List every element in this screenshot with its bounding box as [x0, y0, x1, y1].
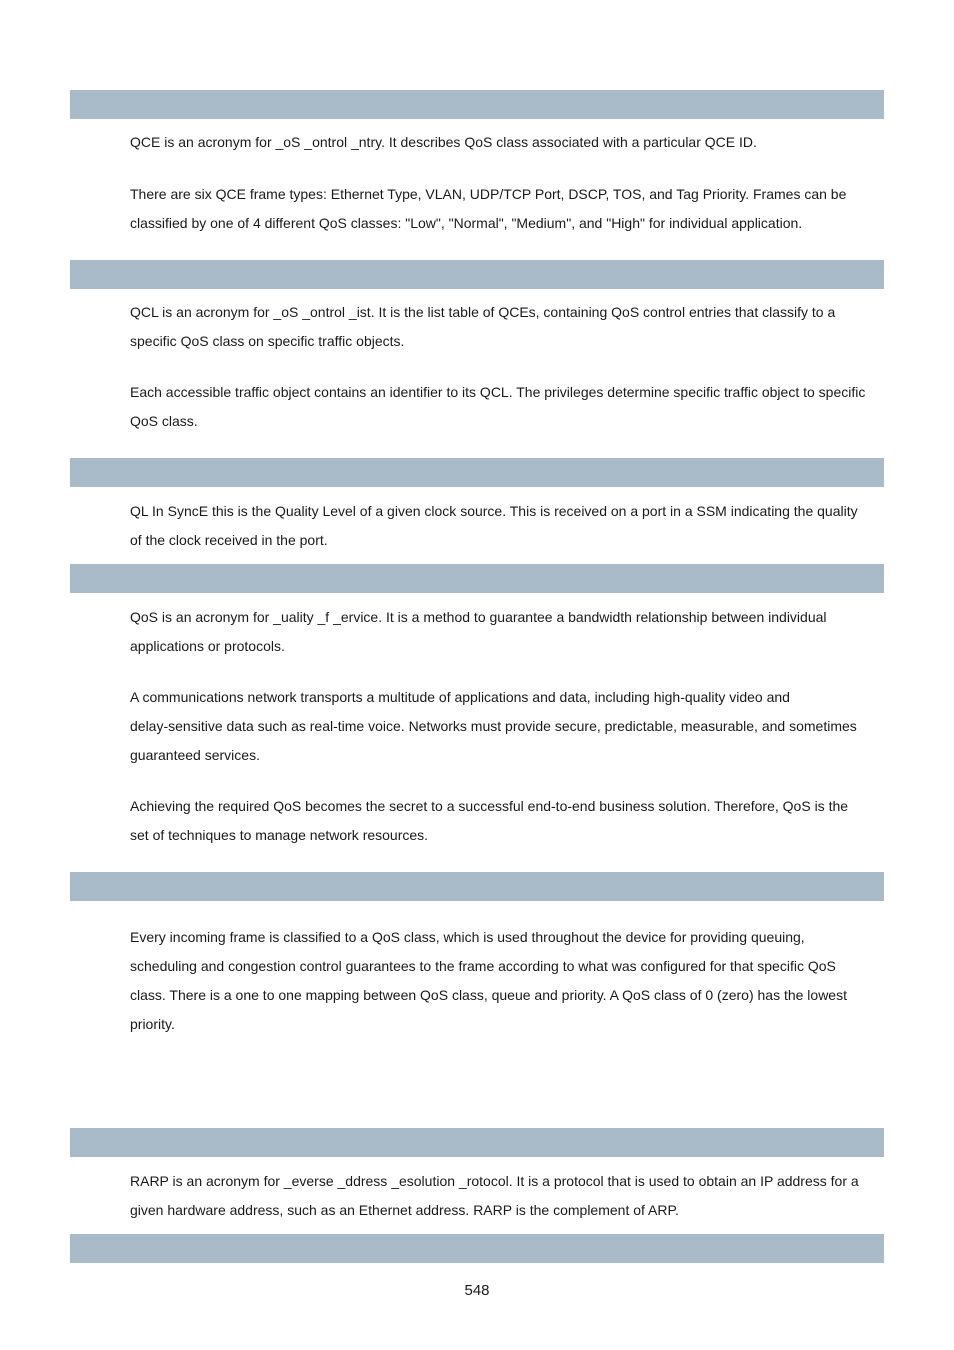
- page-number: 548: [464, 1282, 490, 1299]
- section-bar-qos: [70, 564, 884, 593]
- qos-class-definition: Every incoming frame is classified to a QoS class, which is used throughout the device for providing queuing, scheduling and congestion control guarantees to the frame according to what was configured for that specific QoS class. There is a one to one mapping between QoS class, queue and priority. A QoS class of 0 (zero) has the lowest priority.: [130, 929, 847, 1032]
- section-bar-qcl: [70, 260, 884, 289]
- section-bar-qce: [70, 90, 884, 119]
- section-bar-qos-class: [70, 872, 884, 901]
- rarp-definition: RARP is an acronym for _everse _ddress _esolution _rotocol. It is a protocol that is used to obtain an IP address for a given hardware address, such as an Ethernet address. RARP is the complement of ARP.: [130, 1173, 859, 1218]
- qos-achieving: Achieving the required QoS becomes the secret to a successful end-to-end business solution. Therefore, QoS is the set of techniques to manage network resources.: [130, 798, 849, 843]
- qce-definition: QCE is an acronym for _oS _ontrol _ntry. It describes QoS class associated with a particular QCE ID.: [130, 134, 757, 150]
- ql-definition: QL In SyncE this is the Quality Level of a given clock source. This is received on a port in a SSM indicating the quality of the clock received in the port.: [130, 503, 858, 548]
- qce-frame-types: There are six QCE frame types: Ethernet Type, VLAN, UDP/TCP Port, DSCP, TOS, and Tag Priority. Frames can be classified by one of 4 different QoS classes: "Low", "Normal", "Medium", and "High" for individual application.: [130, 186, 847, 231]
- qos-network: A communications network transports a multitude of applications and data, including high-quality video and delay-sensitive data such as real-time voice. Networks must provide secure, predictable, measurable, and sometimes guaranteed services.: [130, 689, 857, 763]
- qcl-privileges: Each accessible traffic object contains an identifier to its QCL. The privileges determine specific traffic object to specific QoS class.: [130, 384, 866, 429]
- section-bar-rarp: [70, 1128, 884, 1157]
- qcl-definition: QCL is an acronym for _oS _ontrol _ist. It is the list table of QCEs, containing QoS control entries that classify to a specific QoS class on specific traffic objects.: [130, 304, 836, 349]
- qos-definition: QoS is an acronym for _uality _f _ervice. It is a method to guarantee a bandwidth relationship between individual applications or protocols.: [130, 609, 827, 654]
- section-bar-ql: [70, 458, 884, 487]
- section-bar-next: [70, 1234, 884, 1263]
